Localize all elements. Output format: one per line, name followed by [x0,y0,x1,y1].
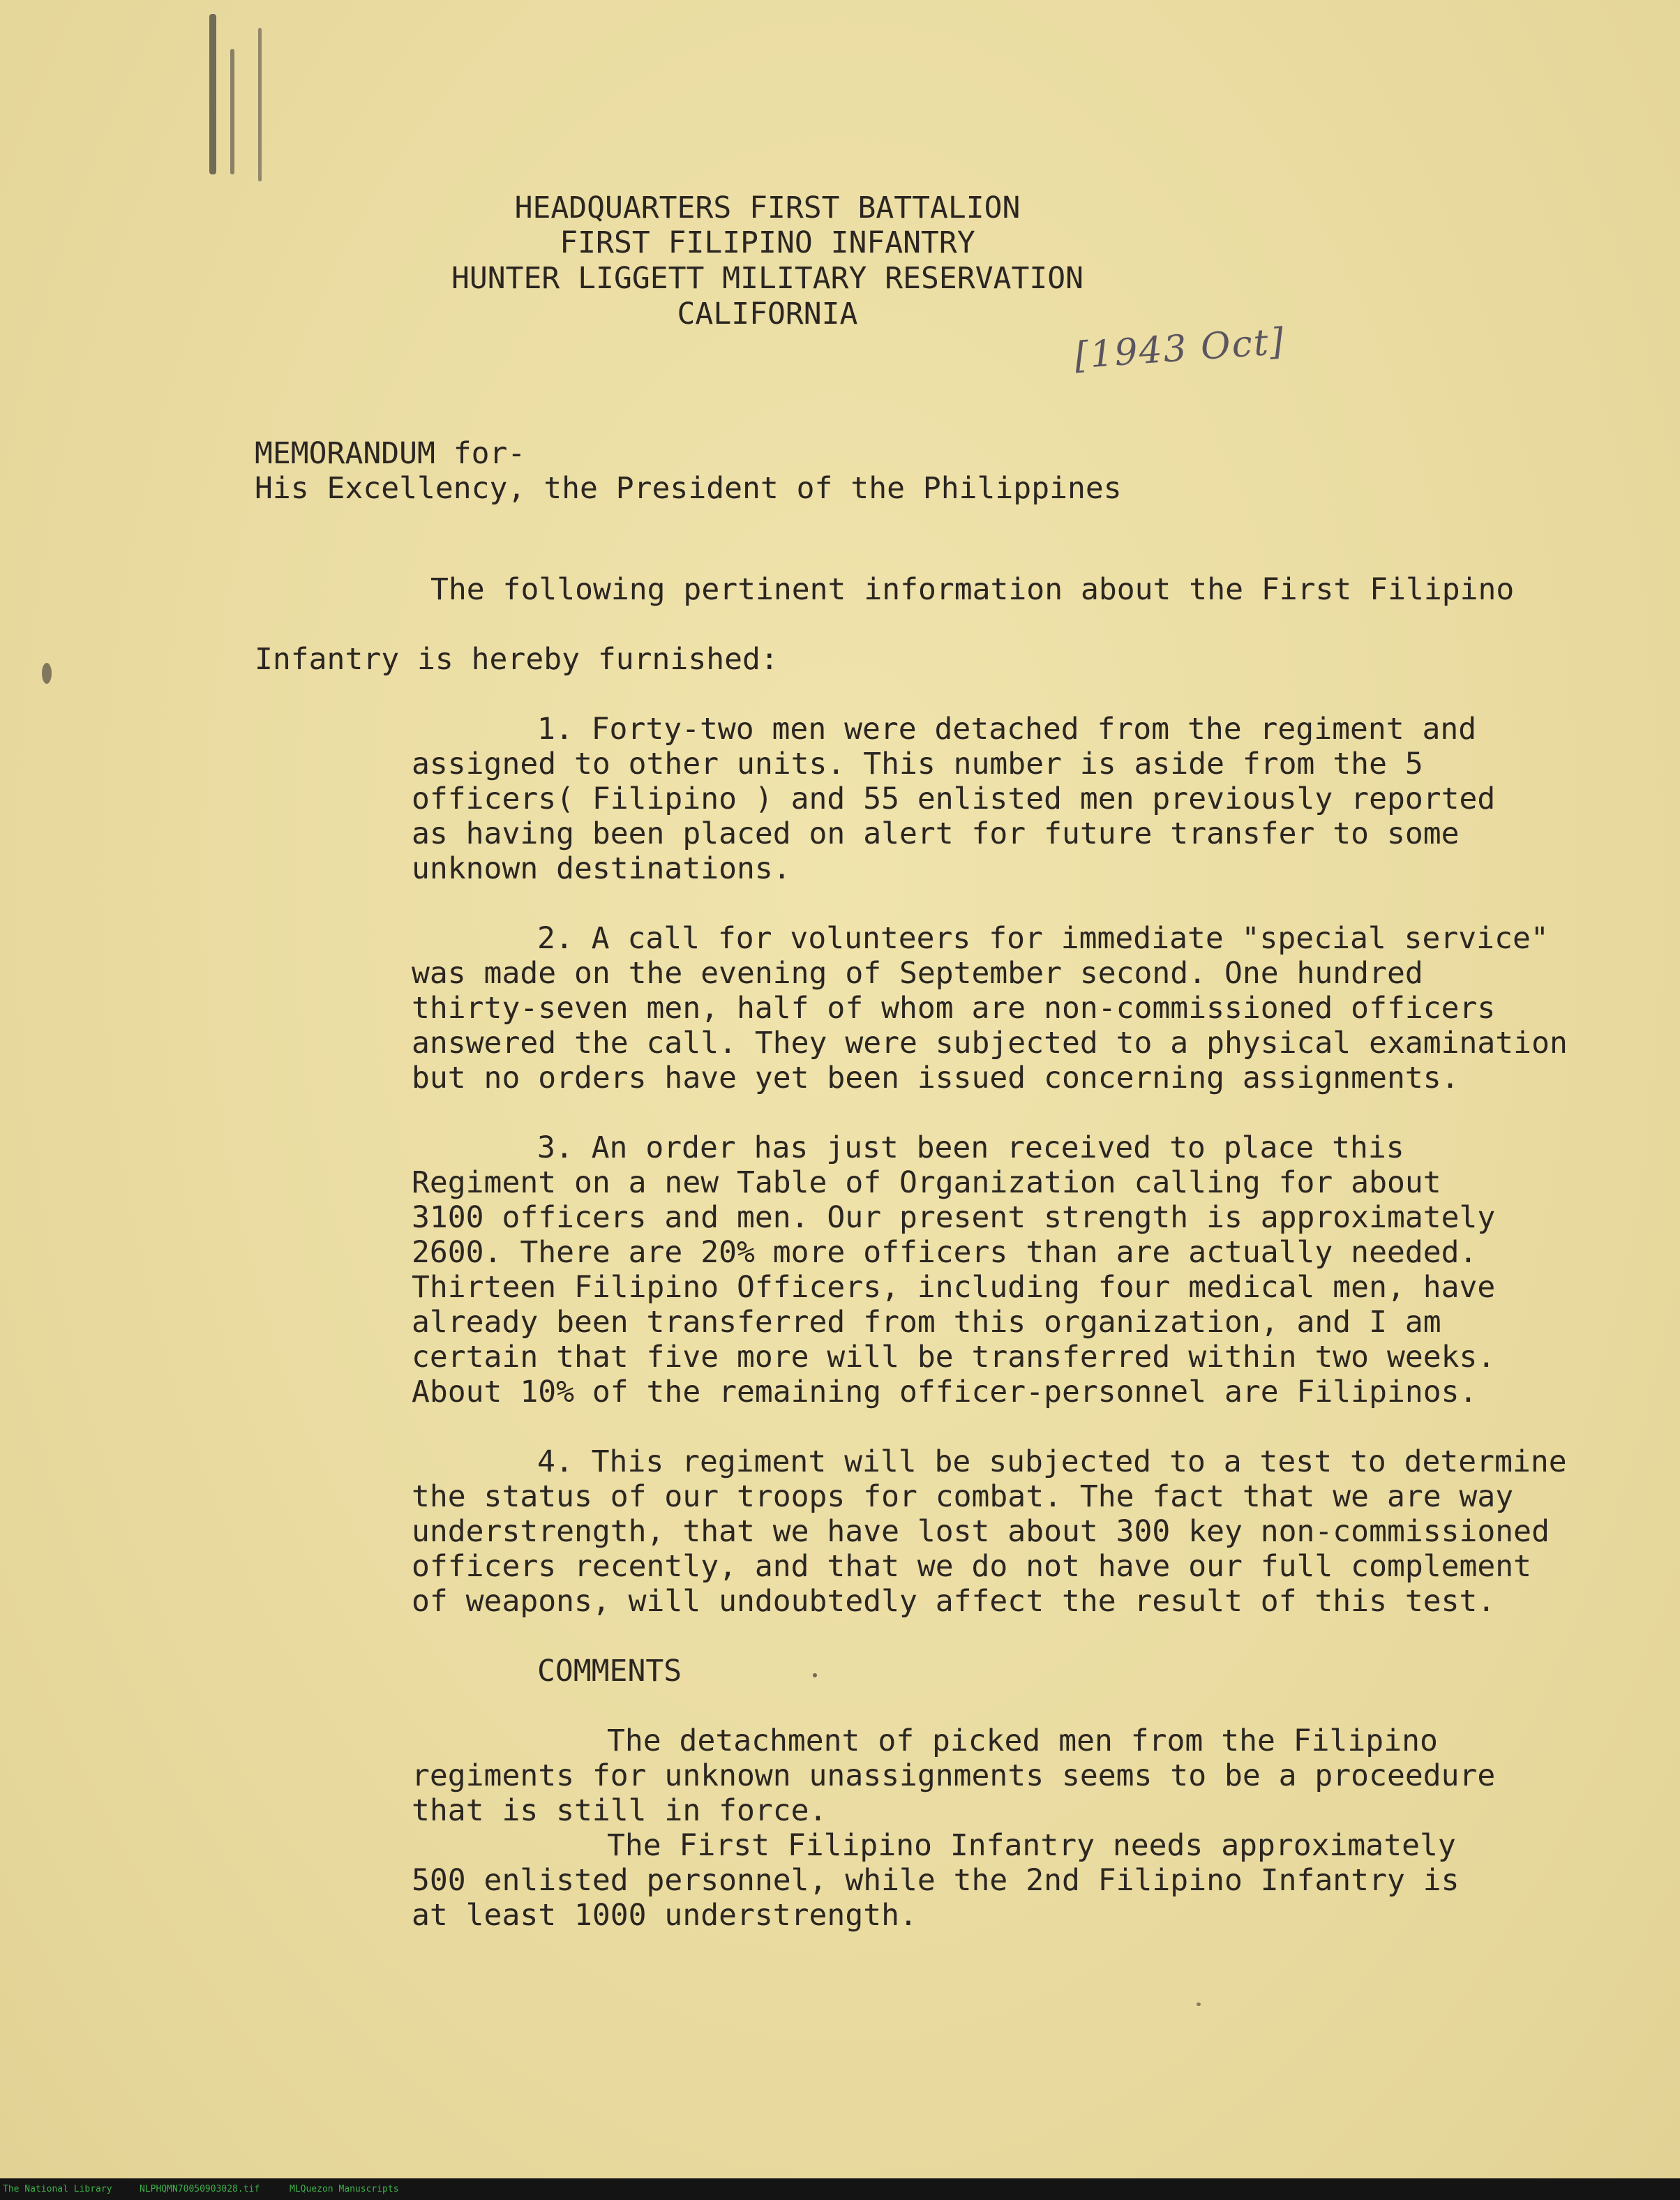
item-4-line-1: 4. This regiment will be subjected to a test to determine [537,1444,1567,1479]
item-2-line-1: 2. A call for volunteers for immediate "special service" [537,921,1549,956]
item-2-line-5: but no orders have yet been issued concerning assignments. [412,1061,1460,1095]
item-2-line-4: answered the call. They were subjected to a physical examination [412,1026,1568,1061]
letterhead-line-1: HEADQUARTERS FIRST BATTALION [514,190,1021,225]
margin-mark [230,49,234,174]
intro-line-2: Infantry is hereby furnished: [255,642,779,677]
margin-mark [42,663,52,684]
item-4-line-2: the status of our troops for combat. The fact that we are way [412,1479,1514,1514]
margin-mark [258,28,262,181]
item-3-line-3: 3100 officers and men. Our present strength is approximately [412,1200,1496,1235]
comments-p1-line-1: The detachment of picked men from the Filipino [607,1723,1438,1758]
footer-collection: MLQuezon Manuscripts [290,2184,399,2194]
item-3-line-8: About 10% of the remaining officer-personnel are Filipinos. [412,1375,1478,1409]
item-1-line-1: 1. Forty-two men were detached from the regiment and [537,712,1477,747]
letterhead-line-2: FIRST FILIPINO INFANTRY [560,225,975,260]
memo-addressee: His Excellency, the President of the Philippines [255,471,1122,506]
intro-line-1: The following pertinent information about the First Filipino [430,572,1515,607]
item-1-line-5: unknown destinations. [412,851,791,886]
comments-p2-line-3: at least 1000 understrength. [412,1898,917,1933]
item-2-line-3: thirty-seven men, half of whom are non-commissioned officers [412,991,1496,1026]
handwritten-date-annotation: [1943 Oct] [1073,320,1287,377]
item-4-line-4: officers recently, and that we do not have our full complement [412,1549,1532,1584]
footer-file-id: NLPHQMN70050903028.tif [140,2184,260,2194]
archive-footer [0,2178,1680,2200]
item-3-line-2: Regiment on a new Table of Organization calling for about [412,1165,1441,1200]
item-3-line-4: 2600. There are 20% more officers than are actually needed. [412,1235,1478,1270]
item-1-line-2: assigned to other units. This number is aside from the 5 [412,747,1423,781]
margin-mark [209,14,216,174]
memo-heading: MEMORANDUM for- [255,436,526,471]
item-3-line-1: 3. An order has just been received to place this [537,1130,1404,1165]
item-2-line-2: was made on the evening of September second. One hundred [412,956,1423,991]
margin-mark [813,1673,817,1677]
margin-mark [1197,2003,1201,2006]
item-3-line-6: already been transferred from this organization, and I am [412,1305,1441,1340]
letterhead-line-4: CALIFORNIA [677,297,858,331]
letterhead-line-3: HUNTER LIGGETT MILITARY RESERVATION [451,261,1084,296]
item-4-line-3: understrength, that we have lost about 300 key non-commissioned [412,1514,1550,1549]
item-4-line-5: of weapons, will undoubtedly affect the result of this test. [412,1584,1496,1619]
comments-p2-line-2: 500 enlisted personnel, while the 2nd Filipino Infantry is [412,1863,1460,1898]
item-3-line-5: Thirteen Filipino Officers, including four medical men, have [412,1270,1496,1305]
comments-p1-line-2: regiments for unknown unassignments seems to be a proceedure [412,1758,1496,1793]
comments-heading: COMMENTS [537,1654,682,1689]
footer-library: The National Library [3,2184,112,2194]
item-3-line-7: certain that five more will be transferred within two weeks. [412,1340,1496,1375]
comments-p1-line-3: that is still in force. [412,1793,827,1828]
item-1-line-4: as having been placed on alert for future transfer to some [412,816,1460,851]
item-1-line-3: officers( Filipino ) and 55 enlisted men previously reported [412,781,1496,816]
comments-p2-line-1: The First Filipino Infantry needs approximately [607,1828,1456,1863]
